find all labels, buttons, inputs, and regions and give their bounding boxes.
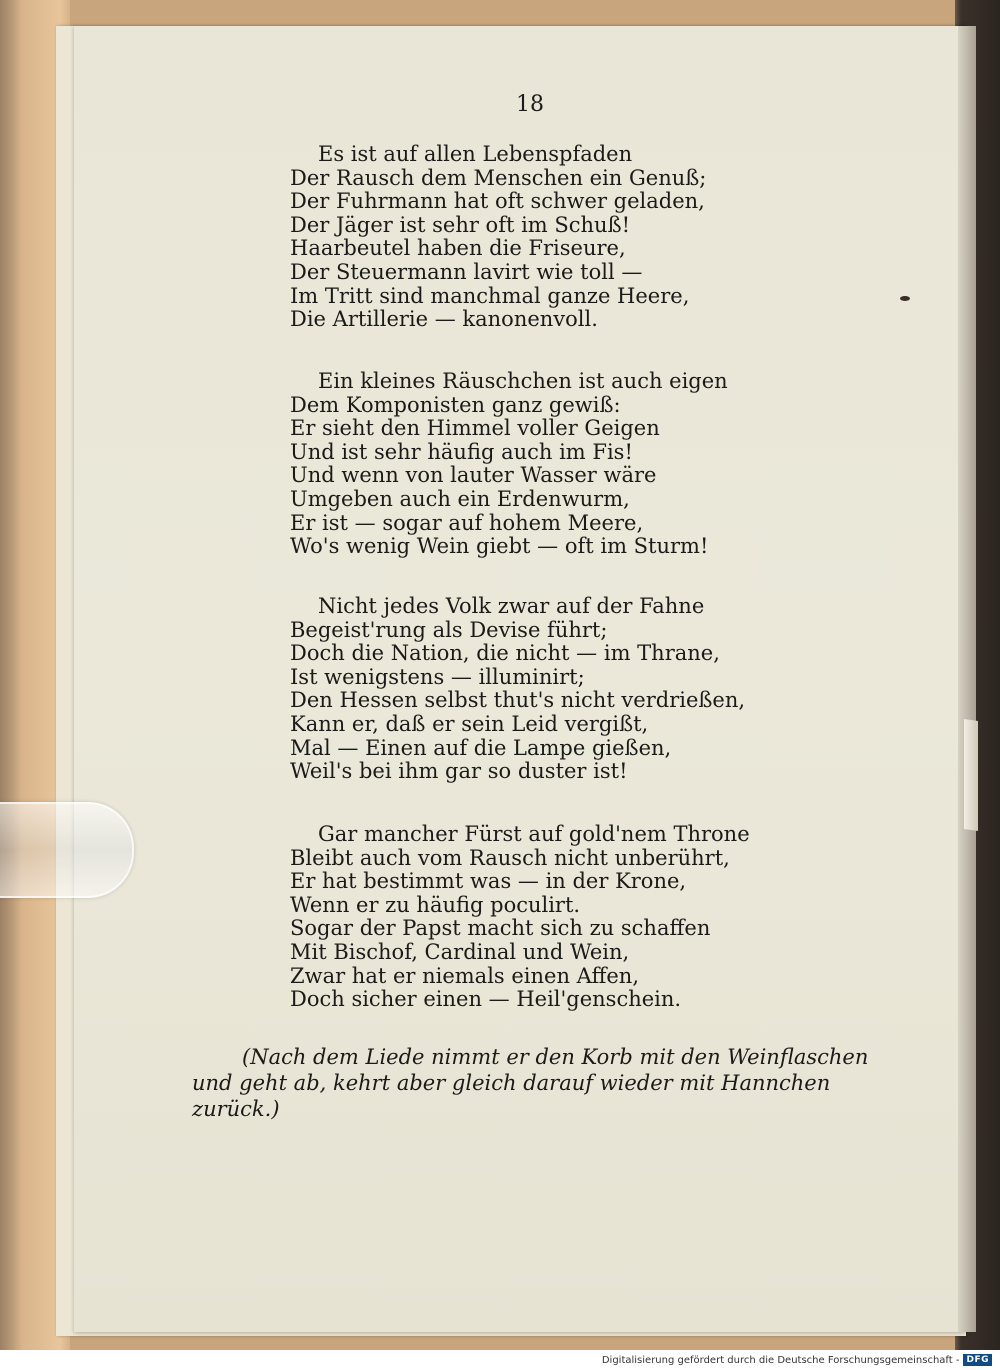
stanza-4: [290, 823, 790, 1012]
verse-line: Im Tritt sind manchmal ganze Heere,: [290, 283, 690, 308]
verse-line: Und ist sehr häufig auch im Fis!: [290, 439, 633, 464]
verse-line: Und wenn von lauter Wasser wäre: [290, 463, 657, 488]
stanza-1: [290, 143, 790, 332]
verse-line: Haarbeutel haben die Friseure,: [290, 236, 626, 261]
verse-line: Ein kleines Räuschchen ist auch eigen: [318, 369, 728, 393]
digitization-credit: [602, 1352, 992, 1368]
page-number: 18: [516, 92, 544, 117]
verse-line: Er ist — sogar auf hohem Meere,: [290, 510, 644, 535]
paper-tear: [964, 719, 978, 831]
page-holder-clip: [0, 802, 134, 898]
verse-line: Wenn er zu häufig poculirt.: [290, 892, 581, 917]
verse-line: Dem Komponisten ganz gewiß:: [290, 392, 621, 417]
verse-line: Zwar hat er niemals einen Affen,: [290, 963, 640, 988]
verse-line: Doch sicher einen — Heil'genschein.: [290, 987, 682, 1012]
dfg-logo: DFG: [963, 1354, 992, 1366]
verse-line: Weil's bei ihm gar so duster ist!: [290, 759, 628, 784]
verse-line: Ist wenigstens — illuminirt;: [290, 664, 585, 689]
verse-line: Der Fuhrmann hat oft schwer geladen,: [290, 189, 705, 214]
page-fore-edge: [958, 26, 976, 1332]
verse-line: Wo's wenig Wein giebt — oft im Sturm!: [290, 534, 709, 559]
stage-direction-line: (Nach dem Liede nimmt er den Korb mit den Weinflaschen: [242, 1045, 869, 1069]
verse-line: Der Jäger ist sehr oft im Schuß!: [290, 212, 631, 237]
verse-line: Doch die Nation, die nicht — im Thrane,: [290, 641, 720, 666]
stage-direction: [192, 1044, 882, 1122]
verse-line: Mal — Einen auf die Lampe gießen,: [290, 735, 672, 760]
stanza-3: [290, 595, 790, 784]
credit-text: Digitalisierung gefördert durch die Deutsche Forschungsgemeinschaft -: [601, 1354, 960, 1366]
verse-line: Nicht jedes Volk zwar auf der Fahne: [318, 594, 705, 618]
verse-line: Mit Bischof, Cardinal und Wein,: [290, 939, 630, 964]
stage-direction-line: und geht ab, kehrt aber gleich darauf wieder mit Hannchen zurück.): [192, 1071, 831, 1121]
verse-line: Der Rausch dem Menschen ein Genuß;: [290, 165, 707, 190]
verse-line: Umgeben auch ein Erdenwurm,: [290, 486, 630, 511]
verse-line: Bleibt auch vom Rausch nicht unberührt,: [290, 845, 730, 870]
verse-line: Die Artillerie — kanonenvoll.: [290, 307, 598, 332]
verse-line: Begeist'rung als Devise führt;: [290, 617, 608, 642]
ink-spot: [900, 296, 910, 301]
stanza-2: [290, 370, 790, 559]
verse-line: Kann er, daß er sein Leid vergißt,: [290, 711, 649, 736]
verse-line: Gar mancher Fürst auf gold'nem Throne: [318, 822, 750, 846]
verse-line: Sogar der Papst macht sich zu schaffen: [290, 916, 711, 941]
verse-line: Den Hessen selbst thut's nicht verdrießen,: [290, 688, 746, 713]
verse-line: Es ist auf allen Lebenspfaden: [318, 142, 633, 166]
verse-line: Der Steuermann lavirt wie toll —: [290, 259, 643, 284]
verse-line: Er sieht den Himmel voller Geigen: [290, 416, 660, 441]
verse-line: Er hat bestimmt was — in der Krone,: [290, 869, 687, 894]
